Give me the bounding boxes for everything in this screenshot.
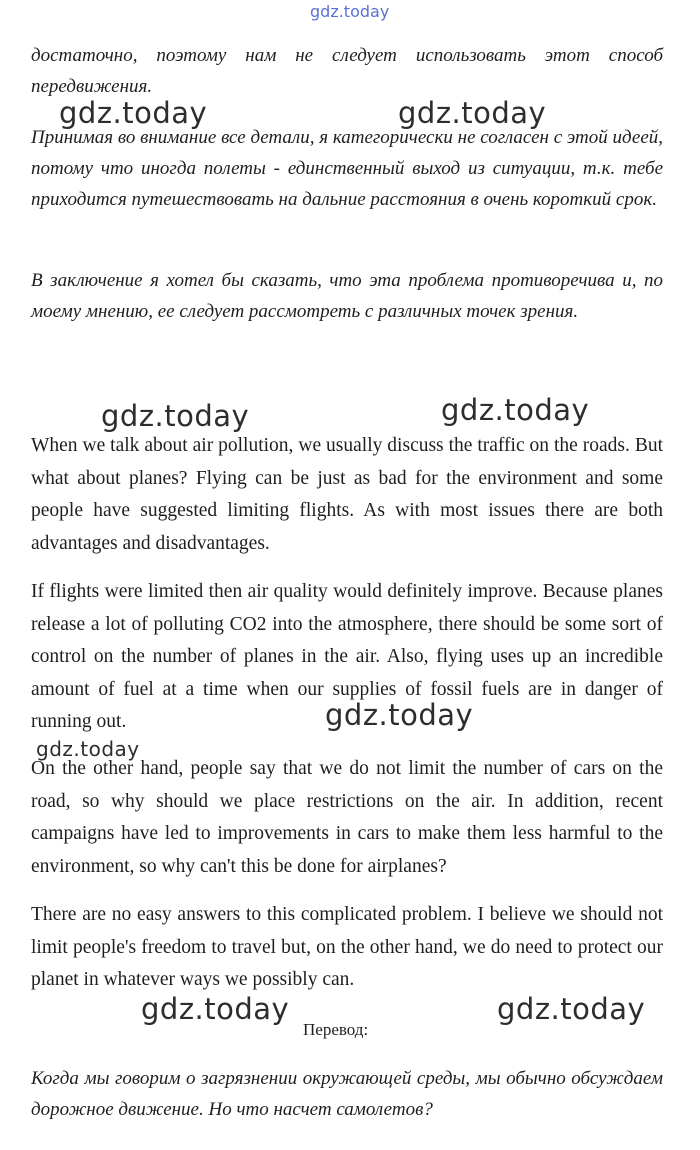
watermark: gdz.today [441,393,590,427]
watermark: gdz.today [101,399,250,433]
paragraph-en-against: On the other hand, people say that we do not limit the number of cars on the road, so why should we place restrictions on the air. In addition, recent campaigns have led to improvements in cars to make them less harmful to the environment, so why can't this be done for airplanes? [31,758,663,877]
watermark: gdz.today [141,992,290,1026]
paragraph-ru-disagree: Принимая во внимание все детали, я категорически не согласен с этой идеей, потому что иногда полеты - единственный выход из ситуации, т.к. тебе приходится путешествовать на дальние расстояния в очень короткий срок. [31,127,663,210]
watermark: gdz.today [497,992,646,1026]
translation-heading: Перевод: [303,1020,369,1039]
paragraph-ru-conclusion: В заключение я хотел бы сказать, что эта проблема противоречива и, по моему мнению, ее следует рассмотреть с различных точек зрения. [31,270,663,322]
paragraph-en-for: If flights were limited then air quality would definitely improve. Because planes release a lot of polluting CO2 into the atmosphere, there should be some sort of control on the number of planes in the air. Also, flying uses up an incredible amount of fuel at a time when our supplies of fossil fuels are in danger of running out. [31,581,663,732]
watermark-top[interactable]: gdz.today [310,2,390,21]
watermark: gdz.today [36,737,140,761]
watermark: gdz.today [59,96,208,130]
paragraph-en-conclusion: There are no easy answers to this complicated problem. I believe we should not limit people's freedom to travel but, on the other hand, we do need to protect our planet in whatever ways we possibly can. [31,904,663,990]
paragraph-en-intro: When we talk about air pollution, we usually discuss the traffic on the roads. But what about planes? Flying can be just as bad for the environment and some people have suggested limiting flights. As with most issues there are both advantages and disadvantages. [31,435,663,554]
paragraph-ru-intro-end: достаточно, поэтому нам не следует использовать этот способ передвижения. [31,45,663,97]
watermark: gdz.today [398,96,547,130]
watermark: gdz.today [325,698,474,732]
paragraph-ru-translation-start: Когда мы говорим о загрязнении окружающей среды, мы обычно обсуждаем дорожное движение. Но что насчет самолетов? [31,1068,663,1120]
